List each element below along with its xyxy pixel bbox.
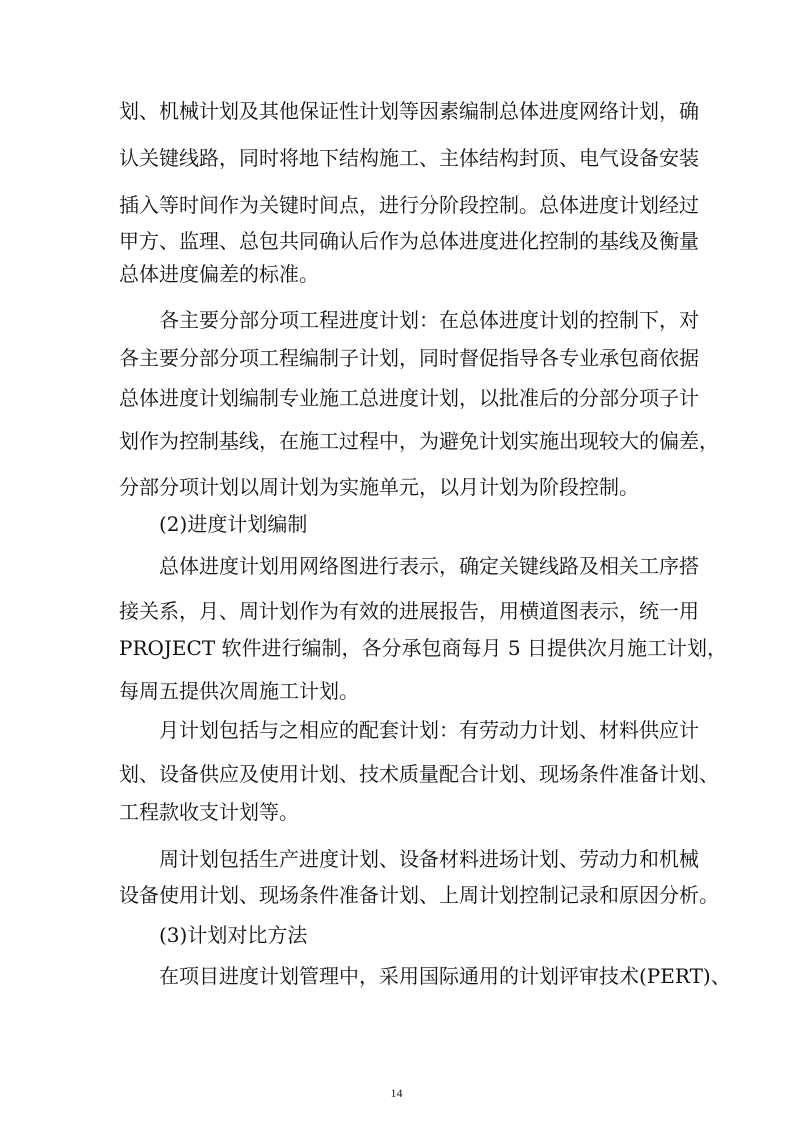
page-number: 14 [390,1086,403,1100]
text-line: 设备使用计划、现场条件准备计划、上周计划控制记录和原因分析。 [119,883,719,907]
text-line: 总体进度计划编制专业施工总进度计划，以批准后的分部分项子计 [119,386,699,410]
paragraph-first-line: 月计划包括与之相应的配套计划：有劳动力计划、材料供应计 [159,718,699,742]
text-line: 每周五提供次周施工计划。 [119,679,359,703]
text-line: 工程款收支计划等。 [119,800,299,824]
text-line: 接关系，月、周计划作为有效的进展报告，用横道图表示，统一用 [119,599,699,623]
text-line: 各主要分部分项工程编制子计划，同时督促指导各专业承包商依据 [119,346,699,370]
paragraph-first-line: 在项目进度计划管理中，采用国际通用的计划评审技术(PERT)、 [159,964,731,988]
section-heading: (3)计划对比方法 [159,923,308,947]
paragraph-first-line: 周计划包括生产进度计划、设备材料进场计划、劳动力和机械 [159,847,699,871]
text-line: 划、设备供应及使用计划、技术质量配合计划、现场条件准备计划、 [119,762,719,786]
text-line: PROJECT 软件进行编制，各分承包商每月 5 日提供次月施工计划， [119,636,727,660]
text-line: 分部分项计划以周计划为实施单元，以月计划为阶段控制。 [119,475,639,499]
text-line: 划作为控制基线，在施工过程中，为避免计划实施出现较大的偏差， [119,429,719,453]
text-line: 甲方、监理、总包共同确认后作为总体进度进化控制的基线及衡量 [119,229,699,253]
paragraph-first-line: 总体进度计划用网络图进行表示，确定关键线路及相关工序搭 [159,554,699,578]
section-heading: (2)进度计划编制 [159,512,308,536]
text-line: 划、机械计划及其他保证性计划等因素编制总体进度网络计划，确 [119,99,699,123]
text-line: 认关键线路，同时将地下结构施工、主体结构封顶、电气设备安装 [119,146,699,170]
paragraph-first-line: 各主要分部分项工程进度计划：在总体进度计划的控制下，对 [159,308,699,332]
text-line: 总体进度偏差的标准。 [119,262,319,286]
text-line: 插入等时间作为关键时间点，进行分阶段控制。总体进度计划经过 [119,193,699,217]
